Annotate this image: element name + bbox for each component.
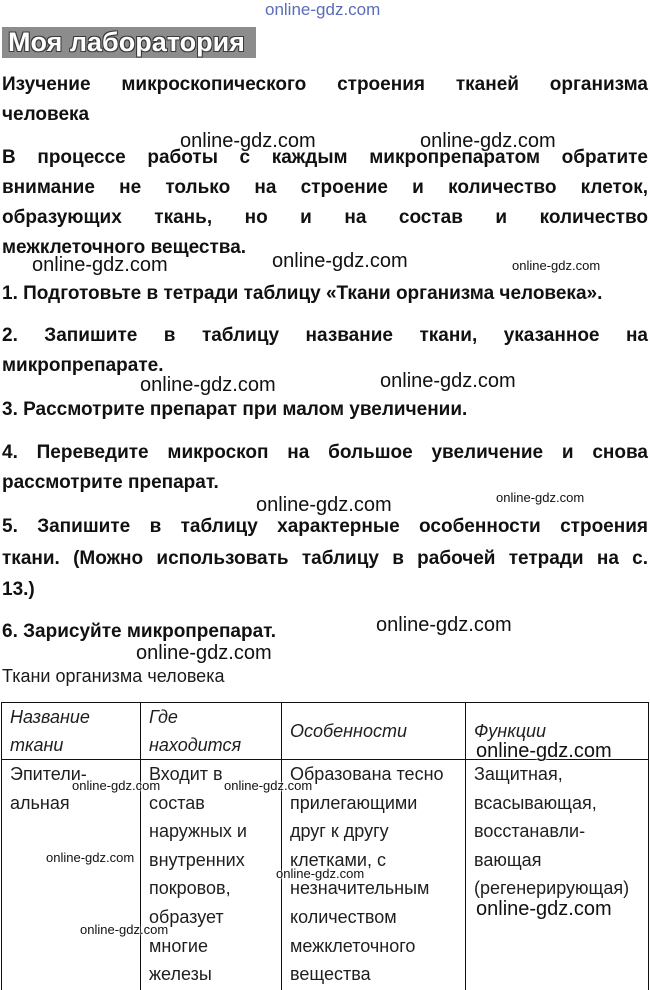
cell-line: многие [149,935,208,956]
step-6 [2,614,648,647]
watermark: online-gdz.com [380,370,516,392]
cell-line: Входит в [149,764,223,784]
cell-line: друг к другу [290,821,389,842]
cell-functions [466,760,649,990]
intro-line: В процессе работы с каждым микропрепаратом обратите [2,147,648,168]
step-line: рассмотрите препарат. [2,472,219,493]
header-line: Название [10,707,90,727]
cell-line: покровов, [149,878,231,899]
header-tissue-name [2,703,141,760]
step-1 [2,279,648,309]
cell-line: вающая [474,849,542,870]
step-3 [2,395,648,425]
header-line: Особенности [290,721,407,741]
watermark: online-gdz.com [224,778,313,793]
cell-line: альная [10,792,70,813]
watermark: online-gdz.com [376,614,512,636]
watermark: online-gdz.com [496,490,585,505]
watermark: online-gdz.com [265,0,381,19]
header-line: Функции [474,721,547,741]
cell-line: наружных и [149,821,247,842]
cell-location [141,760,282,990]
lab-title [2,70,648,130]
header-line: находится [149,735,242,755]
cell-line: образует [149,906,224,927]
watermark: online-gdz.com [140,374,276,396]
step-2 [2,321,648,381]
header-location [141,703,282,760]
watermark: online-gdz.com [80,922,169,937]
watermark: online-gdz.com [476,740,612,762]
watermark: online-gdz.com [272,250,408,272]
lab-badge [2,27,256,58]
cell-line: внутренних [149,849,245,870]
step-line: 3. Рассмотрите препарат при малом увеличении. [2,399,468,420]
watermark: online-gdz.com [46,850,135,865]
cell-line: железы [149,964,212,985]
header-line: Где [149,707,178,727]
cell-line: межклеточного [290,935,416,956]
intro-line: образующих ткань, но и на состав и количество [2,207,648,228]
step-line: микропрепарате. [2,355,164,376]
intro-line: внимание не только на строение и количество клеток, [2,177,648,198]
watermark: online-gdz.com [420,130,556,152]
watermark: online-gdz.com [72,778,161,793]
header-features [282,703,466,760]
step-line: 2. Запишите в таблицу название ткани, указанное на [2,325,648,346]
cell-line: количеством [290,906,397,927]
step-5 [2,511,648,606]
cell-line: клетками, с [290,849,386,870]
cell-line: состав [149,792,205,813]
watermark: online-gdz.com [476,898,612,920]
title-line: человека [2,104,90,125]
cell-tissue-name [2,760,141,990]
cell-line: восстанавли- [474,821,586,842]
cell-line: вещества [290,964,371,985]
cell-line: (регенерирующая) [474,878,630,899]
step-line: 1. Подготовьте в тетради таблицу «Ткани организма человека». [2,283,603,304]
watermark: online-gdz.com [32,254,168,276]
watermark: online-gdz.com [136,642,272,664]
title-line: Изучение микроскопического строения тканей организма [2,74,648,95]
watermark: online-gdz.com [180,130,316,152]
cell-line: незначительным [290,878,430,899]
watermark: online-gdz.com [512,258,601,273]
watermark: online-gdz.com [276,866,365,881]
watermark: online-gdz.com [256,494,392,516]
step-line: 6. Зарисуйте микропрепарат. [2,621,277,642]
step-4 [2,438,648,498]
step-line: 4. Переведите микроскоп на большое увеличение и снова [2,442,648,463]
header-line: ткани [10,735,64,755]
table-caption: Ткани организма человека [2,666,225,686]
lab-badge-label: Моя лаборатория [8,27,245,57]
step-line: ткани. (Можно использовать таблицу в рабочей тетради на с. [2,547,648,569]
step-line: 5. Запишите в таблицу характерные особенности строения [2,516,648,537]
step-line: 13.) [2,579,35,600]
cell-line: Защитная, [474,764,563,784]
cell-line: Образована тесно [290,764,444,784]
cell-line: всасывающая, [474,792,597,813]
intro-paragraph [2,143,648,263]
cell-line: прилегающими [290,792,418,813]
intro-line: межклеточного вещества. [2,237,247,258]
cell-line: Эпители- [10,764,87,784]
